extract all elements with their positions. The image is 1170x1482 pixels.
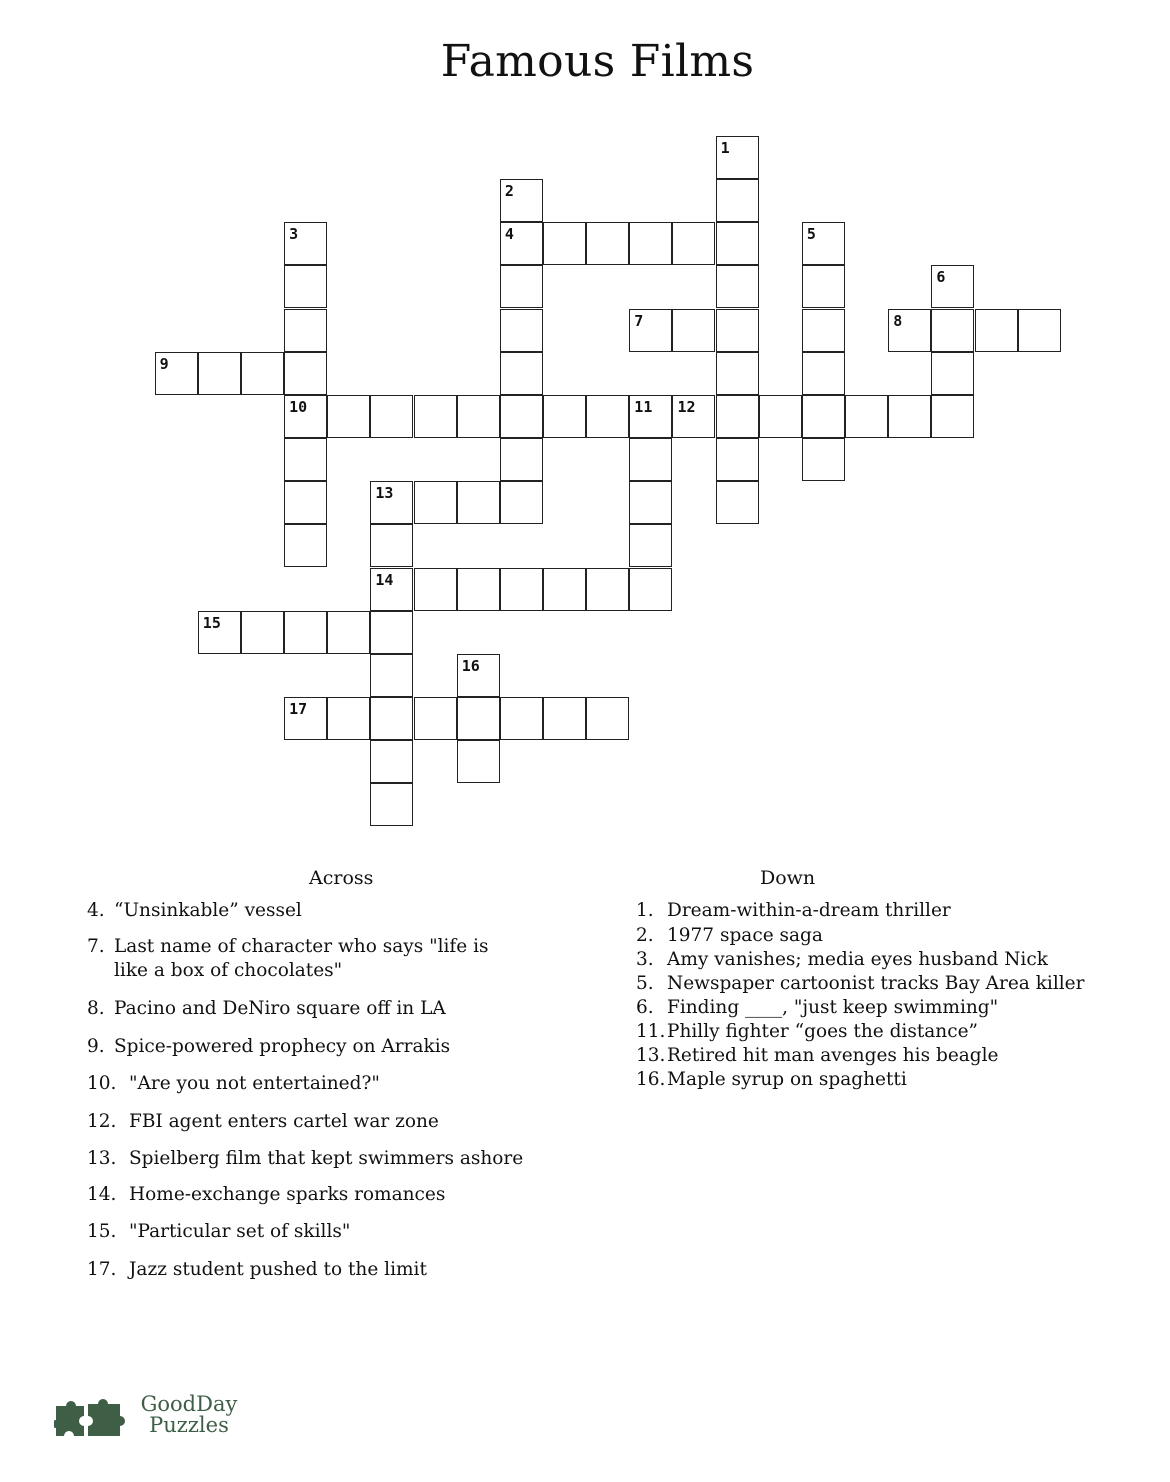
grid-cell[interactable] — [586, 222, 629, 265]
across-clue — [87, 997, 547, 1021]
clue-text: Amy vanishes; media eyes husband Nick — [667, 949, 1048, 970]
clue-text: “Unsinkable” vessel — [114, 900, 302, 921]
grid-cell[interactable] — [716, 179, 759, 222]
grid-cell[interactable] — [327, 611, 370, 654]
grid-cell[interactable] — [284, 611, 327, 654]
clue-number: 10. — [87, 1073, 117, 1094]
grid-cell[interactable] — [845, 395, 888, 438]
grid-cell[interactable] — [284, 352, 327, 395]
across-clue — [87, 1147, 547, 1171]
across-clue — [87, 1258, 547, 1282]
clue-text: Last name of character who says "life is — [114, 936, 489, 957]
grid-cell[interactable] — [370, 524, 413, 567]
across-clue — [87, 935, 547, 983]
clue-text: Spice-powered prophecy on Arrakis — [114, 1036, 451, 1057]
grid-cell[interactable] — [888, 395, 931, 438]
grid-cell[interactable] — [414, 481, 457, 524]
down-clue — [636, 1044, 1126, 1068]
clue-text: Dream-within-a-dream thriller — [667, 900, 951, 921]
grid-cell[interactable] — [802, 352, 845, 395]
cell-number: 3 — [289, 225, 299, 244]
grid-cell[interactable] — [888, 309, 931, 352]
grid-cell[interactable] — [284, 481, 327, 524]
clue-number: 7. — [87, 936, 105, 957]
grid-cell[interactable] — [802, 265, 845, 308]
grid-cell[interactable] — [716, 265, 759, 308]
grid-cell[interactable] — [500, 222, 543, 265]
cell-number: 11 — [634, 397, 653, 416]
clue-number: 1. — [636, 900, 654, 921]
grid-cell[interactable] — [414, 697, 457, 740]
grid-cell[interactable] — [370, 654, 413, 697]
cell-number: 9 — [159, 354, 169, 373]
down-clue — [636, 948, 1126, 972]
puzzle-title: Famous Films — [440, 36, 755, 87]
across-clue — [87, 1183, 547, 1207]
grid-cell[interactable] — [500, 309, 543, 352]
clue-text: 1977 space saga — [667, 925, 823, 946]
cell-number: 5 — [806, 225, 816, 244]
grid-cell[interactable] — [500, 352, 543, 395]
cell-number: 6 — [936, 268, 946, 287]
grid-cell[interactable] — [370, 611, 413, 654]
grid-cell[interactable] — [241, 352, 284, 395]
grid-cell[interactable] — [457, 697, 500, 740]
grid-cell[interactable] — [629, 568, 672, 611]
grid-cell[interactable] — [586, 395, 629, 438]
grid-cell[interactable] — [457, 481, 500, 524]
grid-cell[interactable] — [543, 222, 586, 265]
clue-text: Jazz student pushed to the limit — [129, 1259, 427, 1280]
grid-cell[interactable] — [931, 395, 974, 438]
clue-text: Philly fighter “goes the distance” — [667, 1021, 978, 1042]
grid-cell[interactable] — [198, 611, 241, 654]
clue-number: 3. — [636, 949, 654, 970]
down-clue — [636, 899, 1126, 923]
clue-text: "Particular set of skills" — [129, 1221, 351, 1242]
grid-cell[interactable] — [802, 222, 845, 265]
across-clue — [87, 1220, 547, 1244]
clue-number: 16. — [636, 1069, 666, 1090]
clue-text: FBI agent enters cartel war zone — [129, 1111, 439, 1132]
grid-cell[interactable] — [500, 265, 543, 308]
grid-cell[interactable] — [370, 395, 413, 438]
grid-cell[interactable] — [716, 438, 759, 481]
clue-number: 6. — [636, 997, 654, 1018]
logo-wordmark — [132, 1394, 246, 1436]
grid-cell[interactable] — [543, 697, 586, 740]
clue-text: Spielberg film that kept swimmers ashore — [129, 1148, 524, 1169]
cell-number: 13 — [375, 484, 394, 503]
grid-cell[interactable] — [629, 309, 672, 352]
grid-cell[interactable] — [629, 222, 672, 265]
cell-number: 4 — [504, 225, 514, 244]
grid-cell[interactable] — [284, 697, 327, 740]
grid-cell[interactable] — [327, 395, 370, 438]
grid-cell[interactable] — [672, 222, 715, 265]
down-heading: Down — [760, 867, 816, 889]
grid-cell[interactable] — [716, 136, 759, 179]
cell-number: 10 — [289, 397, 308, 416]
grid-cell[interactable] — [457, 395, 500, 438]
cell-number: 1 — [720, 139, 730, 157]
clue-number: 5. — [636, 973, 654, 994]
clue-number: 2. — [636, 925, 654, 946]
clue-number: 14. — [87, 1184, 117, 1205]
clue-number: 9. — [87, 1036, 105, 1057]
grid-cell[interactable] — [629, 481, 672, 524]
grid-cell[interactable] — [802, 438, 845, 481]
grid-cell[interactable] — [370, 740, 413, 783]
grid-cell[interactable] — [284, 222, 327, 265]
cell-number: 17 — [289, 699, 308, 718]
grid-cell[interactable] — [500, 438, 543, 481]
across-clue — [87, 1035, 547, 1059]
grid-cell[interactable] — [975, 309, 1018, 352]
clue-number: 17. — [87, 1259, 117, 1280]
grid-cell[interactable] — [500, 568, 543, 611]
cell-number: 16 — [461, 656, 480, 675]
down-clue — [636, 972, 1126, 996]
grid-cell[interactable] — [198, 352, 241, 395]
clue-text: "Are you not entertained?" — [129, 1073, 380, 1094]
grid-cell[interactable] — [284, 265, 327, 308]
grid-cell[interactable] — [931, 265, 974, 308]
grid-cell[interactable] — [370, 783, 413, 826]
grid-cell[interactable] — [543, 568, 586, 611]
down-clue — [636, 1068, 1126, 1092]
cell-number: 7 — [634, 311, 644, 330]
grid-cell[interactable] — [759, 395, 802, 438]
clue-text: Newspaper cartoonist tracks Bay Area killer — [667, 973, 1085, 994]
across-clue — [87, 1110, 547, 1134]
grid-cell[interactable] — [629, 524, 672, 567]
logo-line-1: GoodDay — [140, 1392, 238, 1416]
clue-text: Pacino and DeNiro square off in LA — [114, 998, 446, 1019]
cell-number: 8 — [893, 311, 903, 330]
clue-number: 11. — [636, 1021, 666, 1042]
grid-cell[interactable] — [716, 481, 759, 524]
clue-number: 13. — [87, 1148, 117, 1169]
across-clue — [87, 1072, 547, 1096]
clue-number: 12. — [87, 1111, 117, 1132]
grid-cell[interactable] — [457, 740, 500, 783]
grid-cell[interactable] — [370, 697, 413, 740]
clue-text: Home-exchange sparks romances — [129, 1184, 446, 1205]
down-clue — [636, 924, 1126, 948]
grid-cell[interactable] — [370, 568, 413, 611]
grid-cell[interactable] — [414, 395, 457, 438]
cell-number: 2 — [504, 182, 514, 201]
grid-cell[interactable] — [716, 395, 759, 438]
grid-cell[interactable] — [629, 395, 672, 438]
grid-cell[interactable] — [457, 568, 500, 611]
down-clue — [636, 1020, 1126, 1044]
grid-cell[interactable] — [284, 309, 327, 352]
across-clue — [87, 899, 547, 923]
clue-text: Maple syrup on spaghetti — [667, 1069, 907, 1090]
clue-number: 4. — [87, 900, 105, 921]
clue-number: 15. — [87, 1221, 117, 1242]
grid-cell[interactable] — [716, 222, 759, 265]
clue-text-continued: like a box of chocolates" — [114, 960, 343, 981]
cell-number: 12 — [677, 397, 696, 416]
grid-cell[interactable] — [1018, 309, 1061, 352]
gooddaypuzzles-logo — [54, 1394, 254, 1442]
clue-number: 13. — [636, 1045, 666, 1066]
grid-cell[interactable] — [500, 179, 543, 222]
grid-cell[interactable] — [241, 611, 284, 654]
grid-cell[interactable] — [284, 438, 327, 481]
clue-text: Finding ____, "just keep swimming" — [667, 997, 999, 1018]
grid-cell[interactable] — [327, 697, 370, 740]
grid-cell[interactable] — [500, 697, 543, 740]
grid-cell[interactable] — [931, 352, 974, 395]
grid-cell[interactable] — [543, 395, 586, 438]
grid-cell[interactable] — [802, 395, 845, 438]
grid-cell[interactable] — [500, 481, 543, 524]
grid-cell[interactable] — [586, 697, 629, 740]
clue-number: 8. — [87, 998, 105, 1019]
logo-line-2: Puzzles — [149, 1413, 229, 1437]
clue-text: Retired hit man avenges his beagle — [667, 1045, 999, 1066]
grid-cell[interactable] — [284, 524, 327, 567]
grid-cell[interactable] — [629, 438, 672, 481]
grid-cell[interactable] — [414, 568, 457, 611]
grid-cell[interactable] — [500, 395, 543, 438]
down-clue — [636, 996, 1126, 1020]
across-heading: Across — [309, 867, 374, 889]
grid-cell[interactable] — [716, 309, 759, 352]
grid-cell[interactable] — [802, 309, 845, 352]
grid-cell[interactable] — [155, 352, 198, 395]
grid-cell[interactable] — [716, 352, 759, 395]
grid-cell[interactable] — [931, 309, 974, 352]
cell-number: 15 — [202, 613, 221, 632]
cell-number: 14 — [375, 570, 394, 589]
grid-cell[interactable] — [370, 481, 413, 524]
grid-cell[interactable] — [672, 395, 715, 438]
grid-cell[interactable] — [672, 309, 715, 352]
puzzle-piece-icon — [54, 1396, 126, 1440]
grid-cell[interactable] — [284, 395, 327, 438]
grid-cell[interactable] — [586, 568, 629, 611]
grid-cell[interactable] — [457, 654, 500, 697]
